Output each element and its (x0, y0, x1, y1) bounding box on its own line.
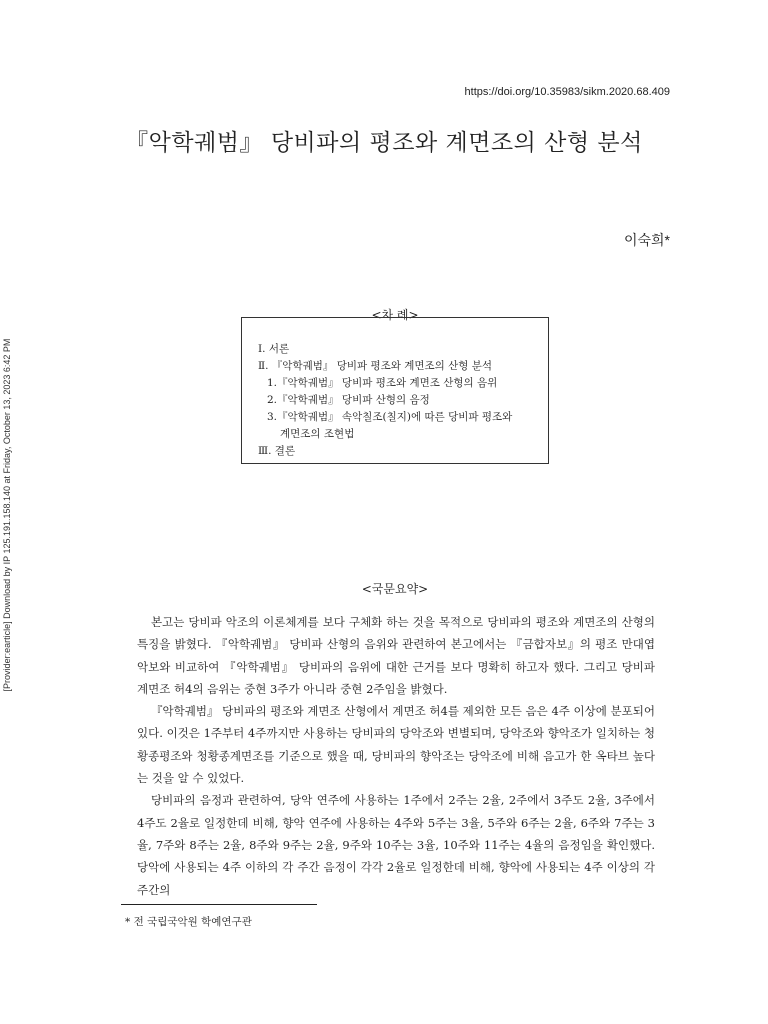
table-of-contents (241, 317, 549, 464)
abstract-body (137, 611, 655, 901)
footnote-divider (121, 904, 317, 905)
abstract-paragraph: 본고는 당비파 악조의 이론체계를 보다 구체화 하는 것을 목적으로 당비파의 평조와 계면조의 산형의 특징을 밝혔다. 『악학궤범』 당비파 산형의 음위와 관련하여 본고에서는 『금합자보』의 평조 만대엽 악보와 비교하여 『악학궤범』 당비파의 음위에 대한 근거를 보다 명확히 하고자 했다. 그리고 당비파 계면조 허4의 음위는 중현 3주가 아니라 중현 2주임을 밝혔다. (137, 615, 655, 696)
abstract-paragraph: 당비파의 음정과 관련하여, 당악 연주에 사용하는 1주에서 2주는 2율, 2주에서 3주도 2율, 3주에서 4주도 2율로 일정한데 비해, 향악 연주에 사용하는 4주와 5주는 3율, 5주와 6주는 2율, 6주와 7주는 3율, 7주와 8주는 2율, 8주와 9주는 2율, 9주와 10주는 3율, 10주와 11주는 4율의 음정임을 확인했다. 당악에 사용되는 4주 이하의 각 주간 음정이 각각 2율로 일정한데 비해, 향악에 사용되는 4주 이상의 각 주간의 (137, 793, 655, 897)
toc-item: 2.『악학궤범』 당비파 산형의 음정 (267, 394, 430, 406)
footnote: * 전 국립국악원 학예연구관 (125, 916, 252, 928)
article-title: 『악학궤범』 당비파의 평조와 계면조의 산형 분석 (125, 130, 643, 156)
download-watermark (0, 325, 14, 705)
abstract-heading: <국문요약> (361, 582, 429, 596)
toc-heading: <차 례> (371, 308, 419, 322)
toc-item: 계면조의 조현법 (280, 428, 355, 440)
toc-item: 3.『악학궤범』 속악칠조(칠지)에 따른 당비파 평조와 (267, 411, 513, 423)
toc-item: Ⅰ. 서론 (258, 343, 290, 355)
toc-item: Ⅱ. 『악학궤범』 당비파 평조와 계면조의 산형 분석 (258, 360, 493, 372)
author-name: 이숙희* (623, 232, 670, 248)
abstract-paragraph: 『악학궤범』 당비파의 평조와 계면조 산형에서 계면조 허4를 제외한 모든 음은 4주 이상에 분포되어 있다. 이것은 1주부터 4주까지만 사용하는 당비파의 당악조와 변별되며, 당악조와 향악조가 일치하는 청황종평조와 청황종계면조를 기준으로 했을 때, 당비파의 향악조는 당악조에 비해 음고가 한 옥타브 높다는 것을 알 수 있었다. (137, 704, 655, 786)
toc-item: 1.『악학궤범』 당비파 평조와 계면조 산형의 음위 (267, 377, 498, 389)
download-info-text: [Provider:earticle] Download by IP 125.191.158.140 at Friday, October 13, 2023 6:42 PM (2, 338, 12, 692)
doi-link[interactable]: https://doi.org/10.35983/sikm.2020.68.409 (464, 86, 670, 98)
toc-item: Ⅲ. 결론 (258, 445, 296, 457)
